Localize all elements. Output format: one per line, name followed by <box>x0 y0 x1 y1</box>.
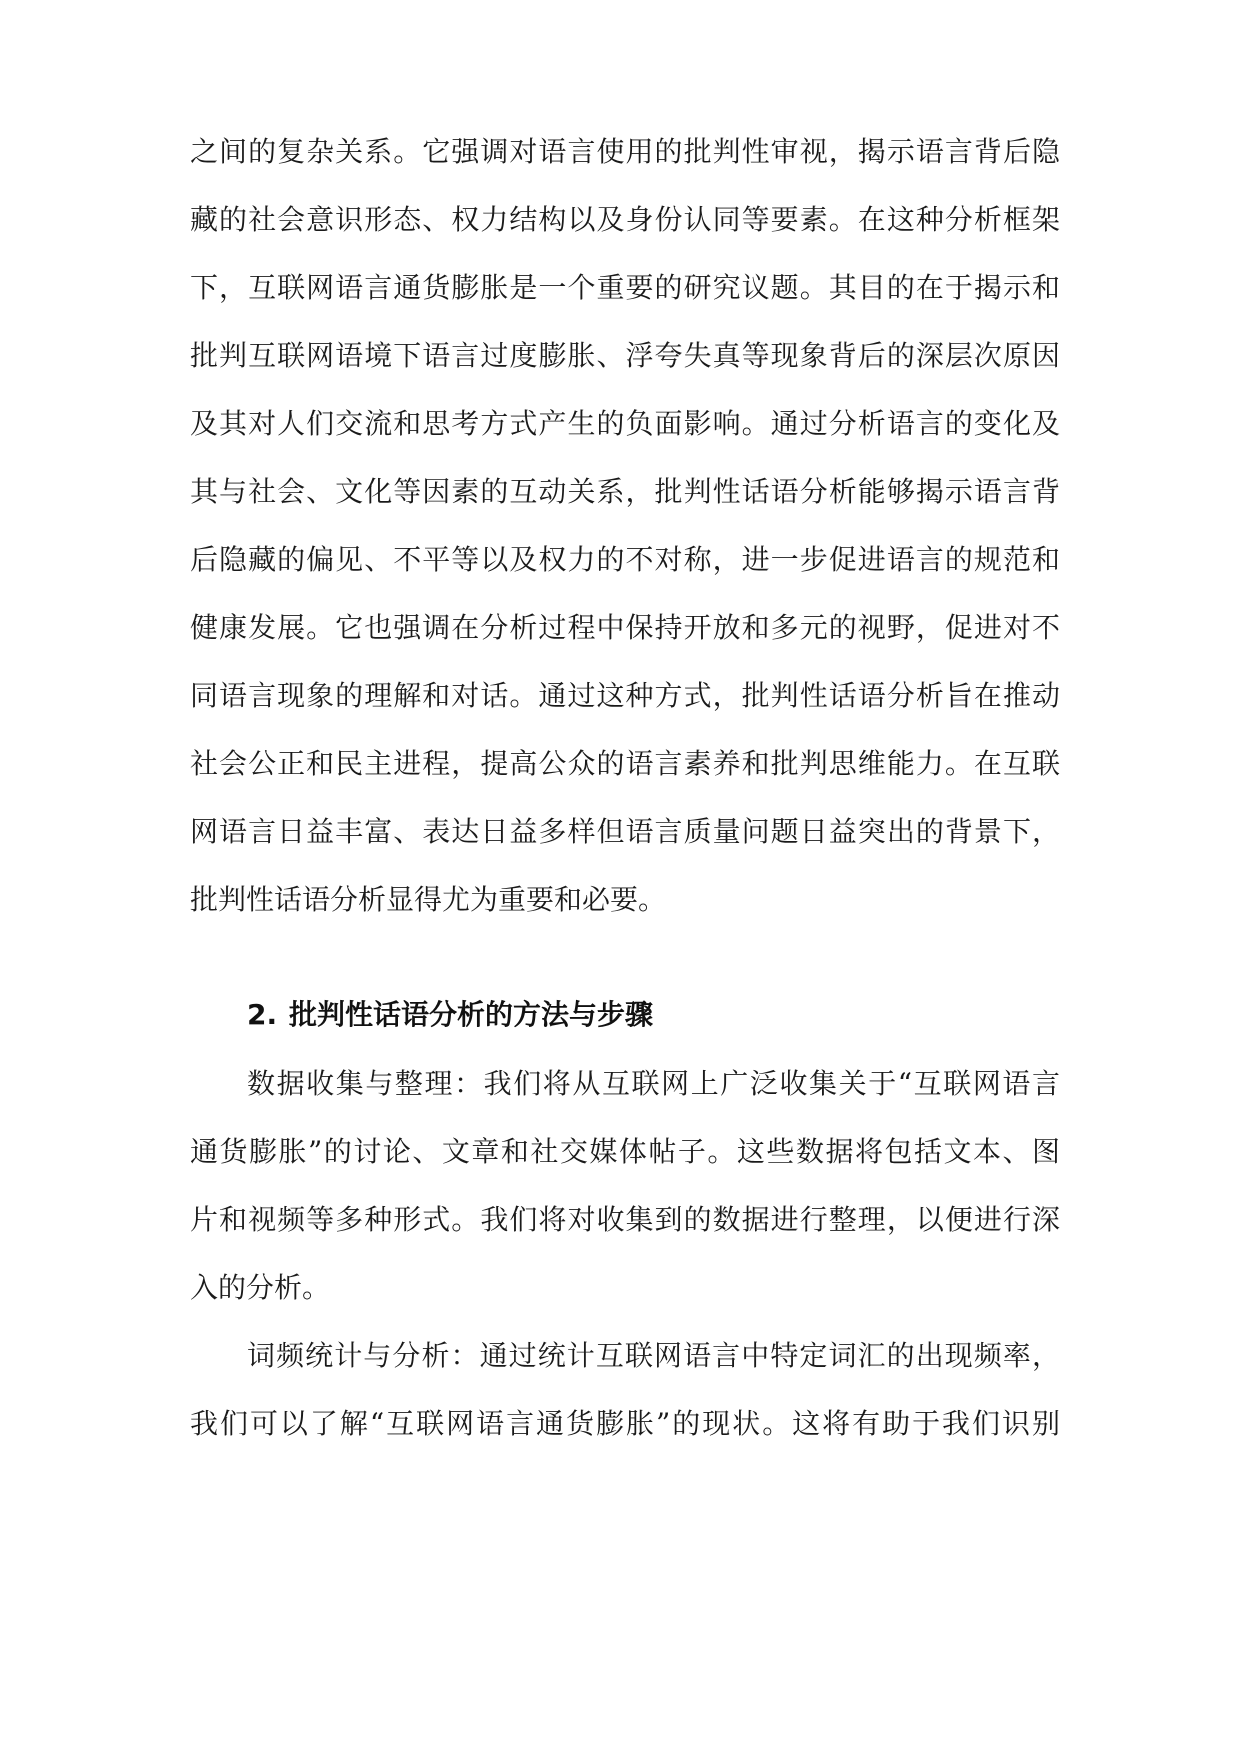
paragraph-line: 健康发展。它也强调在分析过程中保持开放和多元的视野，促进对不 <box>190 611 1060 644</box>
paragraph-line: 网语言日益丰富、表达日益多样但语言质量问题日益突出的背景下， <box>190 815 1060 848</box>
section-title: 批判性话语分析的方法与步骤 <box>289 998 654 1031</box>
paragraph-line: 我们可以了解“互联网语言通货膨胀”的现状。这将有助于我们识别 <box>190 1407 1060 1440</box>
paragraph-line: 通货膨胀”的讨论、文章和社交媒体帖子。这些数据将包括文本、图 <box>190 1135 1060 1168</box>
paragraph-line: 入的分析。 <box>190 1271 331 1304</box>
paragraph-line: 批判性话语分析显得尤为重要和必要。 <box>190 883 667 916</box>
paragraph-line: 批判互联网语境下语言过度膨胀、浮夸失真等现象背后的深层次原因 <box>190 339 1060 372</box>
paragraph-line: 社会公正和民主进程，提高公众的语言素养和批判思维能力。在互联 <box>190 747 1060 780</box>
section-heading <box>247 995 1060 1035</box>
paragraph-line: 数据收集与整理：我们将从互联网上广泛收集关于“互联网语言 <box>247 1067 1060 1100</box>
paragraph-line: 词频统计与分析：通过统计互联网语言中特定词汇的出现频率， <box>247 1339 1060 1372</box>
paragraph-line: 下，互联网语言通货膨胀是一个重要的研究议题。其目的在于揭示和 <box>190 271 1060 304</box>
paragraph-line: 及其对人们交流和思考方式产生的负面影响。通过分析语言的变化及 <box>190 407 1060 440</box>
paragraph-line: 之间的复杂关系。它强调对语言使用的批判性审视，揭示语言背后隐 <box>190 135 1060 168</box>
paragraph-line: 其与社会、文化等因素的互动关系，批判性话语分析能够揭示语言背 <box>190 475 1060 508</box>
paragraph-line: 片和视频等多种形式。我们将对收集到的数据进行整理，以便进行深 <box>190 1203 1060 1236</box>
section-number: 2. <box>247 998 278 1031</box>
paragraph-line: 同语言现象的理解和对话。通过这种方式，批判性话语分析旨在推动 <box>190 679 1060 712</box>
paragraph-line: 后隐藏的偏见、不平等以及权力的不对称，进一步促进语言的规范和 <box>190 543 1060 576</box>
paragraph-line: 藏的社会意识形态、权力结构以及身份认同等要素。在这种分析框架 <box>190 203 1060 236</box>
